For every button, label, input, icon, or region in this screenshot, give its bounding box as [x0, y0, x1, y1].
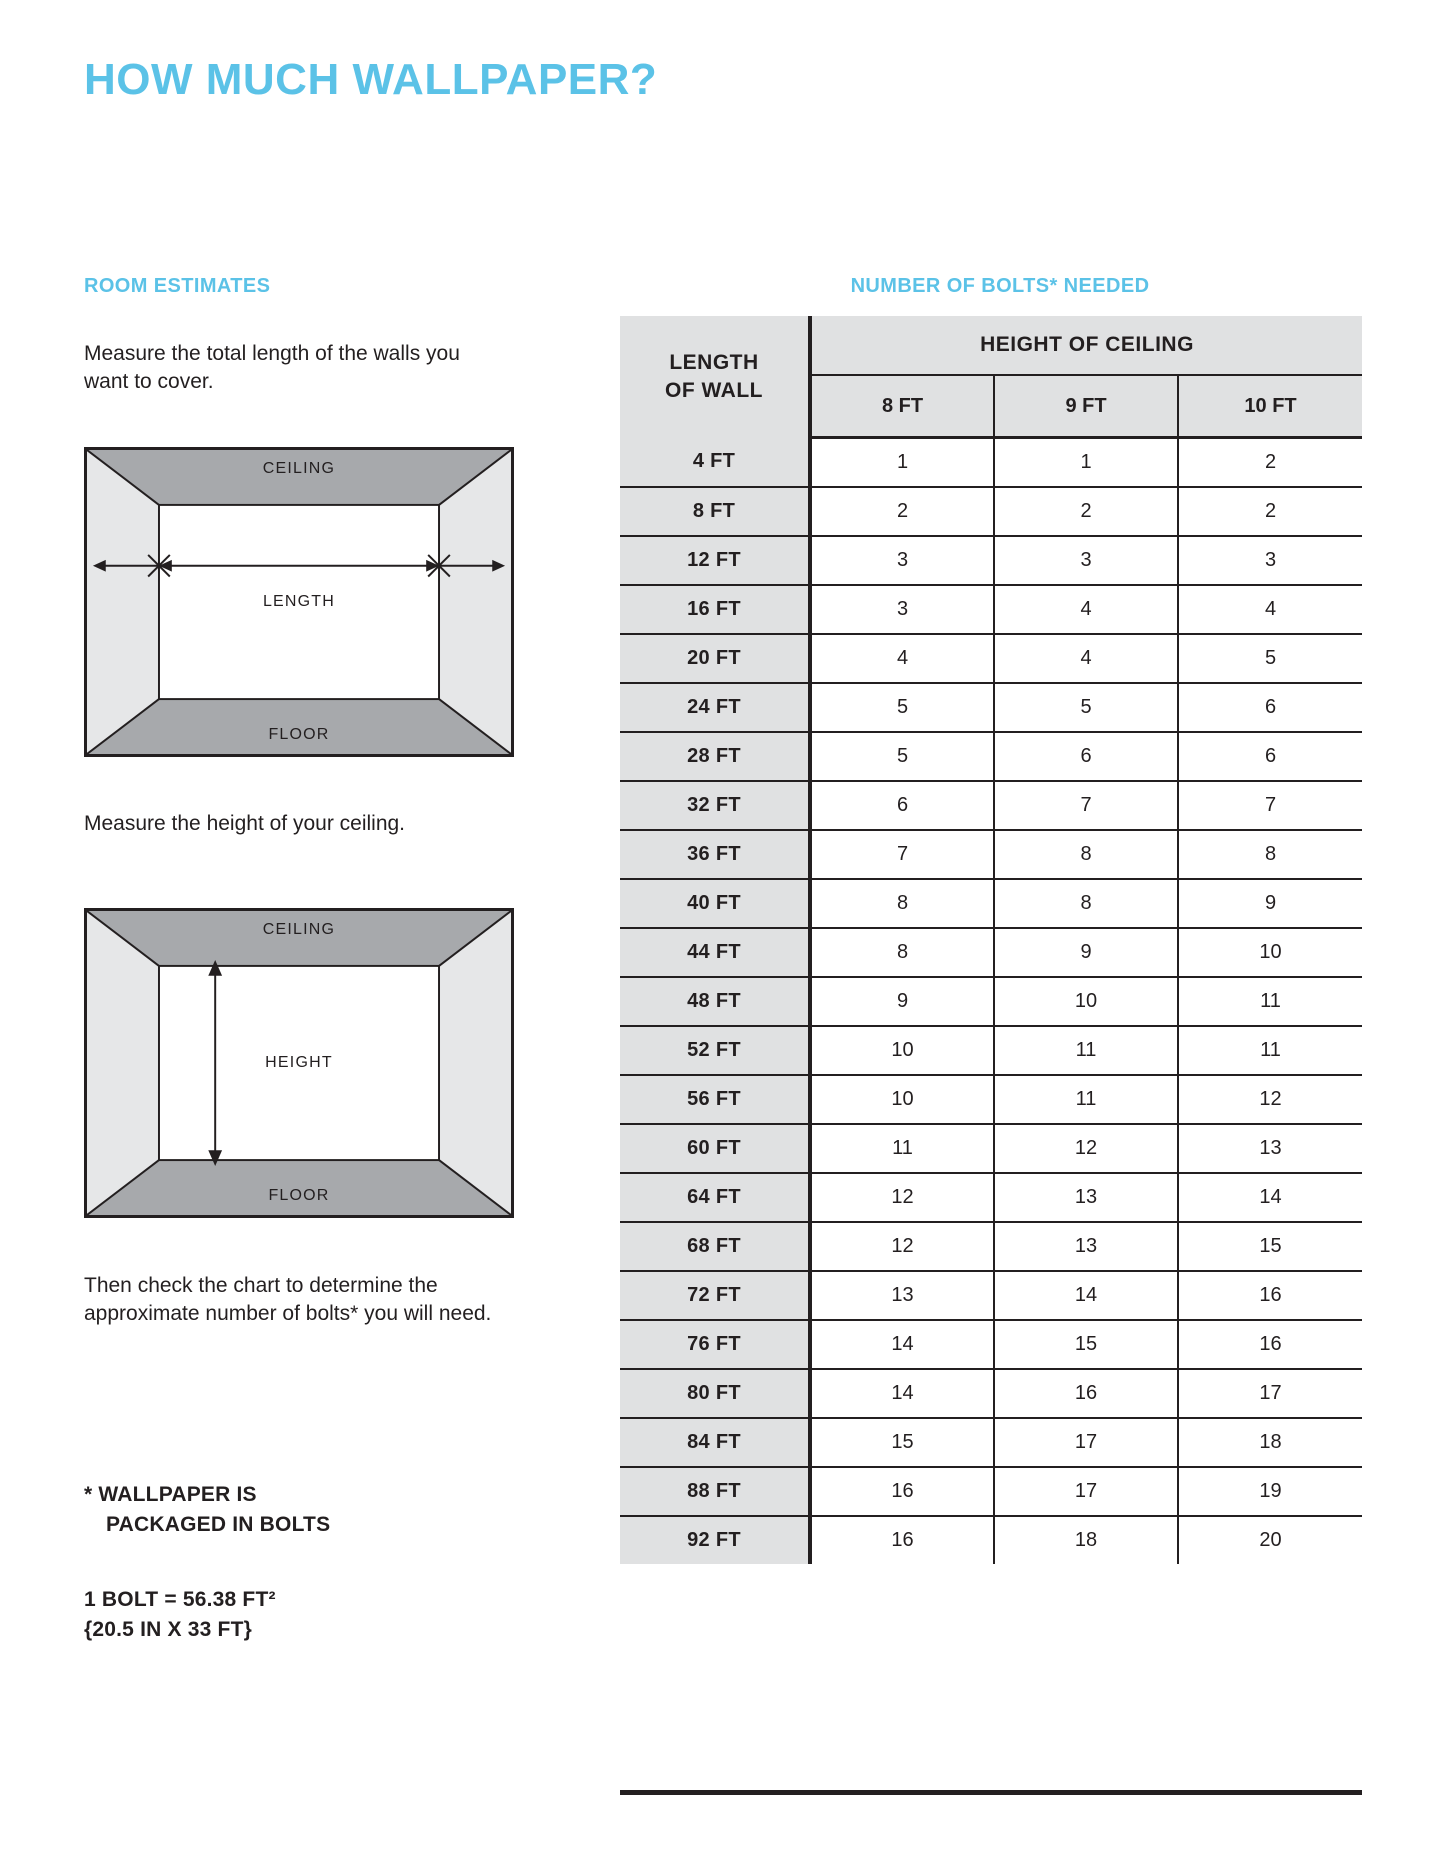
table-header-row-1: [620, 316, 1362, 375]
cell-9ft: 16: [994, 1369, 1178, 1418]
cell-9ft: 12: [994, 1124, 1178, 1173]
row-label: 80 FT: [620, 1369, 810, 1418]
cell-9ft: 7: [994, 781, 1178, 830]
cell-8ft: 5: [810, 732, 994, 781]
table-row: [620, 1516, 1362, 1564]
row-label: 68 FT: [620, 1222, 810, 1271]
cell-8ft: 6: [810, 781, 994, 830]
table-row: [620, 1271, 1362, 1320]
cell-10ft: 17: [1178, 1369, 1362, 1418]
cell-8ft: 11: [810, 1124, 994, 1173]
diagram-label-ceiling: CEILING: [262, 921, 336, 938]
cell-10ft: 9: [1178, 879, 1362, 928]
cell-9ft: 4: [994, 634, 1178, 683]
cell-10ft: 12: [1178, 1075, 1362, 1124]
cell-9ft: 13: [994, 1222, 1178, 1271]
cell-10ft: 4: [1178, 585, 1362, 634]
table-row: [620, 1320, 1362, 1369]
table-row: [620, 536, 1362, 585]
cell-9ft: 8: [994, 830, 1178, 879]
row-label: 24 FT: [620, 683, 810, 732]
cell-10ft: 10: [1178, 928, 1362, 977]
cell-9ft: 2: [994, 487, 1178, 536]
bolts-needed-heading: NUMBER OF BOLTS* NEEDED: [850, 275, 1150, 297]
cell-8ft: 8: [810, 879, 994, 928]
cell-8ft: 4: [810, 634, 994, 683]
cell-10ft: 3: [1178, 536, 1362, 585]
bolts-table-wrapper: [620, 316, 1362, 1564]
cell-9ft: 9: [994, 928, 1178, 977]
table-row: [620, 928, 1362, 977]
cell-8ft: 2: [810, 487, 994, 536]
table-row: [620, 977, 1362, 1026]
row-label: 60 FT: [620, 1124, 810, 1173]
table-bottom-rule: [620, 1790, 1362, 1795]
diagram-label-floor: FLOOR: [268, 726, 330, 743]
table-row: [620, 487, 1362, 536]
cell-9ft: 10: [994, 977, 1178, 1026]
row-label: 20 FT: [620, 634, 810, 683]
table-row: [620, 1369, 1362, 1418]
row-label: 16 FT: [620, 585, 810, 634]
cell-10ft: 2: [1178, 438, 1362, 488]
bolt-footnote: [84, 1480, 484, 1540]
room-estimates-heading: ROOM ESTIMATES: [84, 275, 271, 297]
cell-8ft: 16: [810, 1467, 994, 1516]
header-col-10ft: 10 FT: [1178, 375, 1362, 438]
cell-10ft: 14: [1178, 1173, 1362, 1222]
cell-10ft: 6: [1178, 683, 1362, 732]
cell-9ft: 8: [994, 879, 1178, 928]
cell-9ft: 3: [994, 536, 1178, 585]
row-label: 88 FT: [620, 1467, 810, 1516]
table-row: [620, 683, 1362, 732]
diagram-label-length: LENGTH: [262, 593, 336, 610]
row-label: 28 FT: [620, 732, 810, 781]
bolt-size-note: [84, 1585, 504, 1645]
row-label: 4 FT: [620, 438, 810, 488]
cell-10ft: 7: [1178, 781, 1362, 830]
cell-9ft: 4: [994, 585, 1178, 634]
table-row: [620, 879, 1362, 928]
cell-8ft: 7: [810, 830, 994, 879]
cell-8ft: 12: [810, 1222, 994, 1271]
header-height-of-ceiling: HEIGHT OF CEILING: [810, 316, 1362, 375]
row-label: 64 FT: [620, 1173, 810, 1222]
cell-9ft: 11: [994, 1026, 1178, 1075]
cell-9ft: 13: [994, 1173, 1178, 1222]
instruction-step-1: Measure the total length of the walls you want to cover.: [84, 342, 460, 393]
instruction-step-3: Then check the chart to determine the approximate number of bolts* you will need.: [84, 1274, 492, 1325]
cell-8ft: 1: [810, 438, 994, 488]
table-row: [620, 1075, 1362, 1124]
bolt-footnote-line1: * WALLPAPER IS: [84, 1483, 257, 1506]
row-label: 8 FT: [620, 487, 810, 536]
cell-8ft: 3: [810, 585, 994, 634]
bolts-table: [620, 316, 1362, 1564]
table-row: [620, 781, 1362, 830]
cell-10ft: 13: [1178, 1124, 1362, 1173]
cell-8ft: 10: [810, 1026, 994, 1075]
cell-9ft: 18: [994, 1516, 1178, 1564]
cell-8ft: 3: [810, 536, 994, 585]
cell-8ft: 15: [810, 1418, 994, 1467]
cell-8ft: 13: [810, 1271, 994, 1320]
cell-9ft: 11: [994, 1075, 1178, 1124]
cell-10ft: 2: [1178, 487, 1362, 536]
page-title: HOW MUCH WALLPAPER?: [84, 55, 658, 104]
header-length-line1: LENGTH: [669, 350, 759, 374]
cell-10ft: 18: [1178, 1418, 1362, 1467]
cell-9ft: 17: [994, 1467, 1178, 1516]
instruction-step-2: Measure the height of your ceiling.: [84, 812, 406, 835]
table-row: [620, 1467, 1362, 1516]
row-label: 40 FT: [620, 879, 810, 928]
table-row: [620, 1222, 1362, 1271]
cell-10ft: 15: [1178, 1222, 1362, 1271]
row-label: 32 FT: [620, 781, 810, 830]
header-col-9ft: 9 FT: [994, 375, 1178, 438]
room-diagram-height: [84, 908, 514, 1218]
row-label: 36 FT: [620, 830, 810, 879]
cell-8ft: 9: [810, 977, 994, 1026]
table-row: [620, 1124, 1362, 1173]
diagram-label-floor: FLOOR: [268, 1187, 330, 1204]
row-label: 12 FT: [620, 536, 810, 585]
cell-8ft: 5: [810, 683, 994, 732]
cell-9ft: 14: [994, 1271, 1178, 1320]
row-label: 44 FT: [620, 928, 810, 977]
cell-10ft: 5: [1178, 634, 1362, 683]
cell-8ft: 14: [810, 1369, 994, 1418]
cell-10ft: 20: [1178, 1516, 1362, 1564]
table-row: [620, 830, 1362, 879]
cell-9ft: 1: [994, 438, 1178, 488]
diagram-label-ceiling: CEILING: [262, 460, 336, 477]
cell-10ft: 16: [1178, 1271, 1362, 1320]
row-label: 92 FT: [620, 1516, 810, 1564]
header-col-8ft: 8 FT: [810, 375, 994, 438]
row-label: 72 FT: [620, 1271, 810, 1320]
room-diagram-length: [84, 447, 514, 757]
table-row: [620, 438, 1362, 488]
cell-8ft: 12: [810, 1173, 994, 1222]
cell-8ft: 8: [810, 928, 994, 977]
cell-10ft: 8: [1178, 830, 1362, 879]
row-label: 56 FT: [620, 1075, 810, 1124]
bolt-size-line2: {20.5 IN X 33 FT}: [84, 1618, 252, 1641]
cell-10ft: 11: [1178, 1026, 1362, 1075]
header-length-of-wall: [620, 316, 810, 438]
table-row: [620, 585, 1362, 634]
bolt-footnote-line2: PACKAGED IN BOLTS: [106, 1513, 331, 1536]
cell-10ft: 11: [1178, 977, 1362, 1026]
table-row: [620, 1173, 1362, 1222]
cell-8ft: 14: [810, 1320, 994, 1369]
cell-9ft: 17: [994, 1418, 1178, 1467]
table-row: [620, 732, 1362, 781]
bolt-size-line1: 1 BOLT = 56.38 FT²: [84, 1588, 276, 1611]
row-label: 52 FT: [620, 1026, 810, 1075]
cell-10ft: 6: [1178, 732, 1362, 781]
cell-9ft: 6: [994, 732, 1178, 781]
cell-10ft: 19: [1178, 1467, 1362, 1516]
row-label: 48 FT: [620, 977, 810, 1026]
row-label: 76 FT: [620, 1320, 810, 1369]
cell-8ft: 10: [810, 1075, 994, 1124]
table-row: [620, 634, 1362, 683]
cell-9ft: 15: [994, 1320, 1178, 1369]
cell-8ft: 16: [810, 1516, 994, 1564]
cell-9ft: 5: [994, 683, 1178, 732]
table-row: [620, 1026, 1362, 1075]
header-length-line2: OF WALL: [665, 378, 763, 402]
cell-10ft: 16: [1178, 1320, 1362, 1369]
row-label: 84 FT: [620, 1418, 810, 1467]
table-row: [620, 1418, 1362, 1467]
diagram-label-height: HEIGHT: [265, 1054, 333, 1071]
